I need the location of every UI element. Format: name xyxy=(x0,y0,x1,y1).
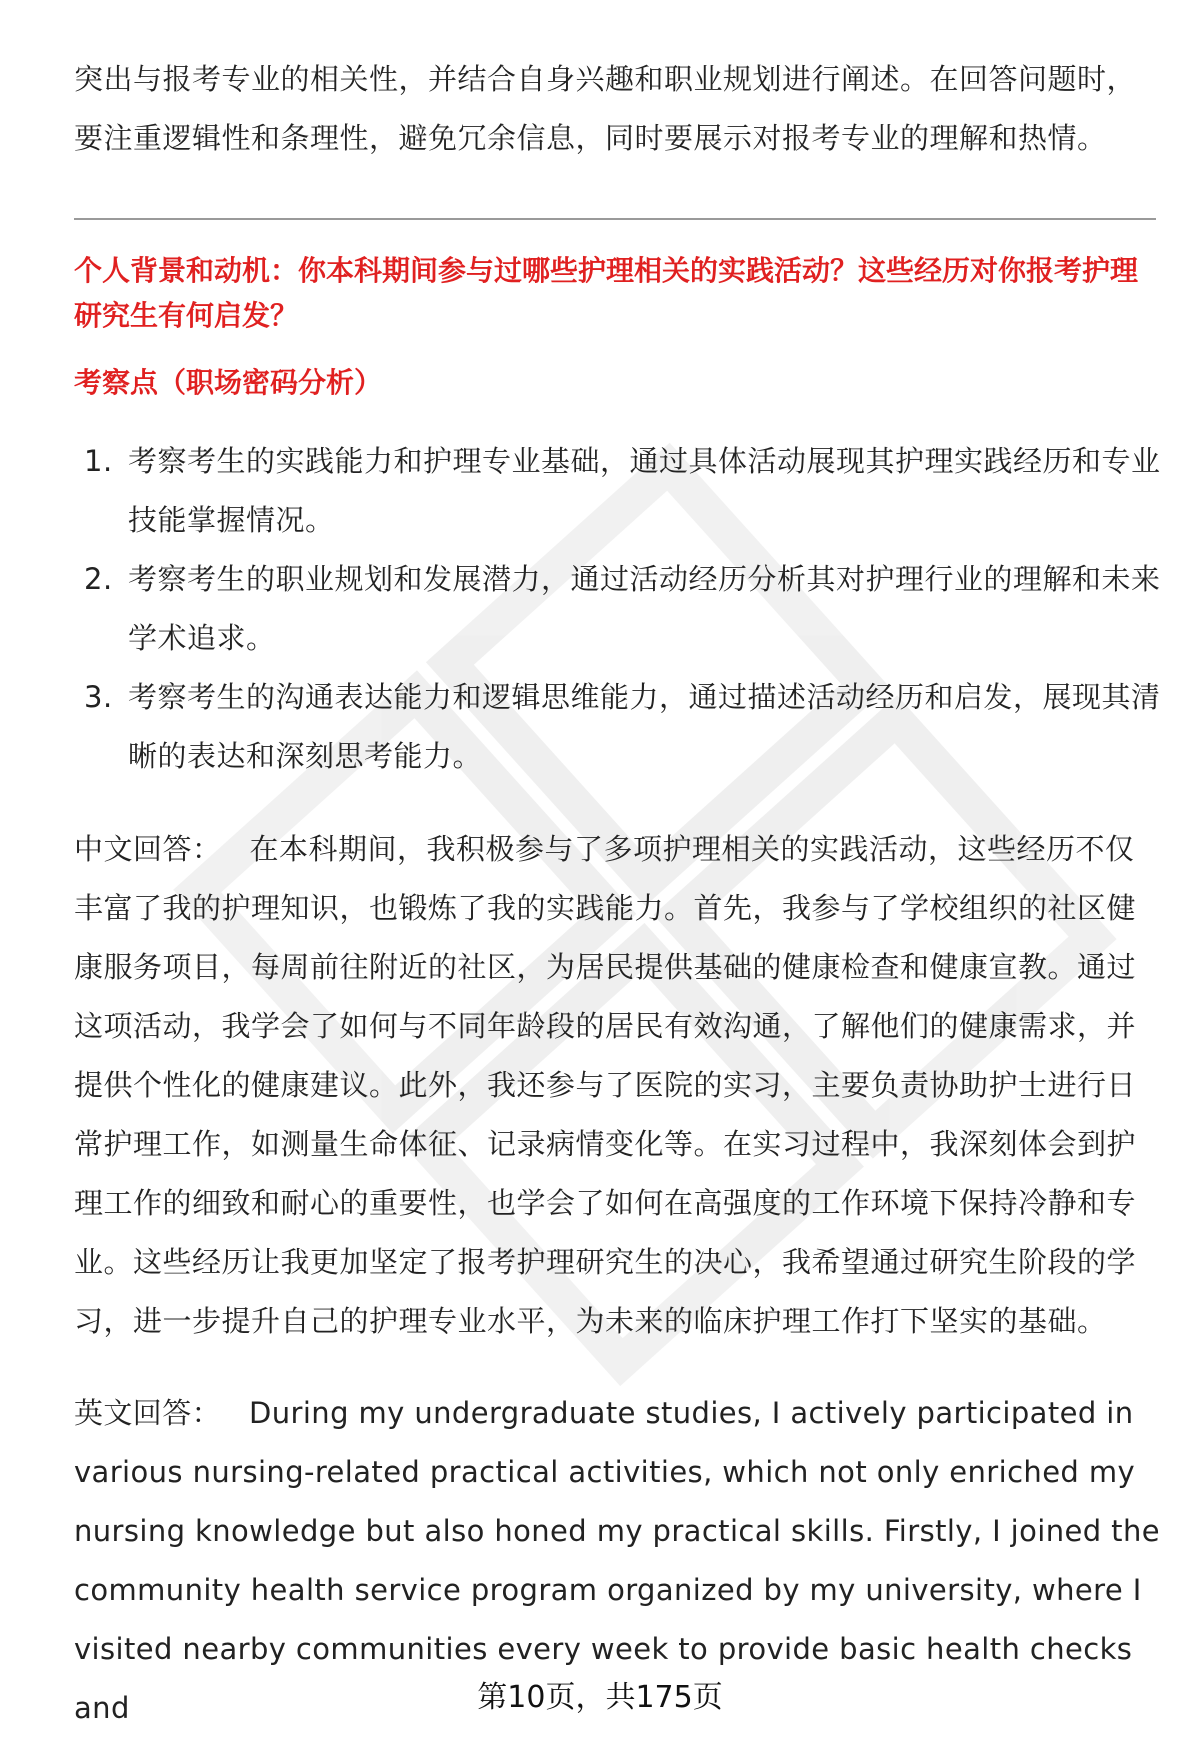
section-title: 考察点（职场密码分析） xyxy=(74,366,383,399)
list-item xyxy=(74,432,1164,550)
list-item-text: 考察考生的实践能力和护理专业基础，通过具体活动展现其护理实践经历和专业技能掌握情况。 xyxy=(128,444,1161,537)
list-item-number: 1. xyxy=(84,444,113,478)
section-divider xyxy=(74,218,1156,220)
chinese-answer-paragraph xyxy=(74,820,1164,1351)
list-item xyxy=(74,668,1164,786)
chinese-answer-label: 中文回答： xyxy=(74,832,222,866)
page-number-footer: 第10页，共175页 xyxy=(477,1680,723,1715)
chinese-answer-text: 在本科期间，我积极参与了多项护理相关的实践活动，这些经历不仅丰富了我的护理知识，也锻炼了我的实践能力。首先，我参与了学校组织的社区健康服务项目，每周前往附近的社区，为居民提供基础的健康检查和健康宣教。通过这项活动，我学会了如何与不同年龄段的居民有效沟通，了解他们的健康需求，并提供个性化的健康建议。此外，我还参与了医院的实习，主要负责协助护士进行日常护理工作，如测量生命体征、记录病情变化等。在实习过程中，我深刻体会到护理工作的细致和耐心的重要性，也学会了如何在高强度的工作环境下保持冷静和专业。这些经历让我更加坚定了报考护理研究生的决心，我希望通过研究生阶段的学习，进一步提升自己的护理专业水平，为未来的临床护理工作打下坚实的基础。 xyxy=(74,832,1137,1338)
list-item-number: 3. xyxy=(84,680,113,714)
list-item-text: 考察考生的沟通表达能力和逻辑思维能力，通过描述活动经历和启发，展现其清晰的表达和深刻思考能力。 xyxy=(128,680,1161,773)
intro-paragraph: 突出与报考专业的相关性，并结合自身兴趣和职业规划进行阐述。在回答问题时，要注重逻辑性和条理性，避免冗余信息，同时要展示对报考专业的理解和热情。 xyxy=(74,62,1137,155)
list-item xyxy=(74,550,1164,668)
list-item-text: 考察考生的职业规划和发展潜力，通过活动经历分析其对护理行业的理解和未来学术追求。 xyxy=(128,562,1161,655)
question-heading: 个人背景和动机：你本科期间参与过哪些护理相关的实践活动？这些经历对你报考护理研究生有何启发？ xyxy=(74,254,1139,332)
assessment-points-list xyxy=(74,432,1164,786)
english-answer-label: 英文回答： xyxy=(74,1396,222,1430)
list-item-number: 2. xyxy=(84,562,113,596)
english-answer-text: During my undergraduate studies, I actively participated in various nursing-related practical activities, which not only enriched my nursing knowledge but also honed my practical skills. Firstly, I joined the community health service program organized by my university, where I visited nearby communities every week to provide basic health checks and xyxy=(74,1396,1160,1725)
